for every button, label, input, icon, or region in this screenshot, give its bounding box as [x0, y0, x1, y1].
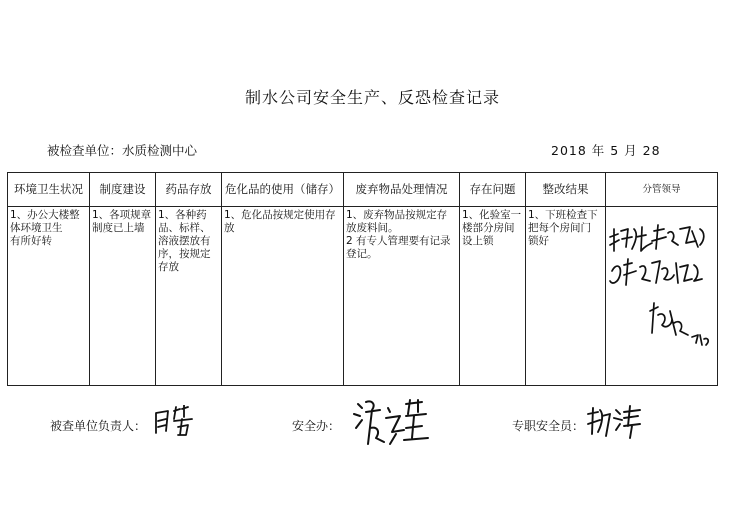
cell-line: 体环境卫生: [10, 222, 63, 234]
header-chemicals: 药品存放: [156, 173, 222, 207]
cell-chemicals: [156, 207, 222, 386]
header-leader: 分管领导: [606, 173, 718, 207]
cell-line: 放废料间。: [346, 222, 399, 234]
header-rectification: 整改结果: [526, 173, 606, 207]
cell-hazardous: [222, 207, 344, 386]
cell-line: 溶液摆放有: [158, 235, 211, 247]
cell-line: 登记。: [346, 248, 378, 260]
cell-line: 品、标样、: [158, 222, 211, 234]
cell-line: 把每个房间门: [528, 222, 591, 234]
header-environment: 环境卫生状况: [8, 173, 90, 207]
cell-line: 序，按规定: [158, 248, 211, 260]
cell-line: 锁好: [528, 235, 549, 247]
cell-line: 1、下班检查下: [528, 209, 598, 221]
cell-line: 制度已上墙: [92, 222, 145, 234]
cell-line: 1、各种药: [158, 209, 207, 221]
safety-officer-label: 专职安全员：: [512, 419, 585, 433]
cell-line: 1、化验室一: [462, 209, 522, 221]
cell-problems: [460, 207, 526, 386]
inspection-table: [7, 172, 718, 386]
cell-environment: [8, 207, 90, 386]
inspection-date: 2018 年 5 月 28: [551, 143, 661, 158]
cell-leader-signature: [606, 207, 718, 386]
header-hazardous: 危化品的使用（储存）: [222, 173, 344, 207]
cell-line: 有所好转: [10, 235, 52, 247]
cell-line: 2 有专人管理要有记录: [346, 235, 451, 247]
header-problems: 存在问题: [460, 173, 526, 207]
safety-officer-signature-icon: [584, 404, 644, 440]
page-title: 制水公司安全生产、反恐检查记录: [244, 88, 500, 107]
header-system: 制度建设: [90, 173, 156, 207]
responsible-label: 被查单位负责人：: [50, 419, 147, 433]
cell-line: 楼部分房间: [462, 222, 515, 234]
inspected-unit: 被检查单位：水质检测中心: [47, 143, 198, 158]
table-row: [8, 207, 718, 386]
table-header-row: [8, 173, 718, 207]
cell-line: 1、各项规章: [92, 209, 152, 221]
cell-line: 1、办公大楼整: [10, 209, 80, 221]
safety-office-label: 安全办：: [292, 419, 341, 433]
safety-office-signature-icon: [350, 398, 430, 450]
cell-rectification: [526, 207, 606, 386]
cell-line: 设上锁: [462, 235, 494, 247]
header-waste: 废弃物品处理情况: [344, 173, 460, 207]
leader-handwriting-icon: [606, 207, 714, 377]
cell-line: 放: [224, 222, 235, 234]
cell-line: 1、废弃物品按规定存: [346, 209, 448, 221]
cell-system: [90, 207, 156, 386]
cell-line: 1、危化品按规定使用存: [224, 209, 336, 221]
responsible-signature-icon: [152, 405, 202, 439]
cell-line: 存放: [158, 261, 179, 273]
cell-waste: [344, 207, 460, 386]
